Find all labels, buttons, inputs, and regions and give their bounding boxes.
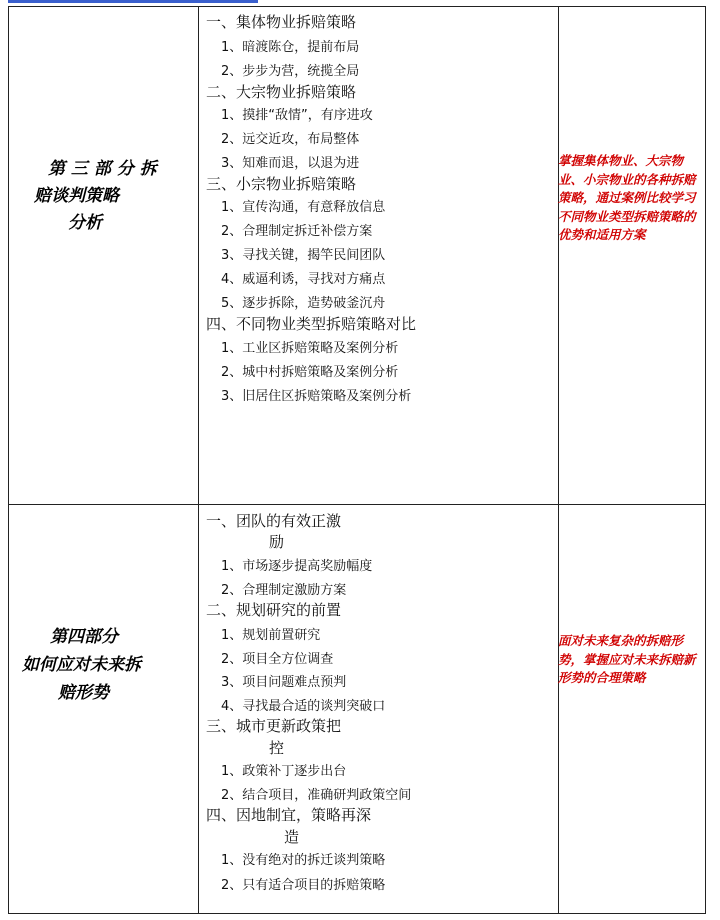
- outline-item: 4、威逼利诱，寻找对方痛点: [221, 272, 386, 287]
- outline-item: 1、规划前置研究: [221, 628, 321, 643]
- outline-item: 1、政策补丁逐步出台: [221, 764, 347, 779]
- section3-title-line: 第 三 部 分 拆: [48, 159, 157, 179]
- outline-item: 3、知难而退，以退为进: [221, 156, 360, 171]
- top-accent-bar: [8, 0, 258, 3]
- outline-item: 4、寻找最合适的谈判突破口: [221, 699, 386, 714]
- section3-objective-note: 掌握集体物业、大宗物业、小宗物业的各种拆赔策略，通过案例比较学习不同物业类型拆赔策略的优势和适用方案: [558, 153, 696, 242]
- outline-item: 1、没有绝对的拆迁谈判策略: [221, 853, 386, 868]
- outline-item: 2、项目全方位调查: [221, 652, 334, 667]
- column-divider-2: [558, 7, 559, 913]
- outline-heading: 四、不同物业类型拆赔策略对比: [206, 315, 417, 333]
- outline-item: 1、市场逐步提高奖励幅度: [221, 559, 373, 574]
- outline-heading: 一、团队的有效正激: [206, 512, 342, 530]
- section4-objective-note: 面对未来复杂的拆赔形势，掌握应对未来拆赔新形势的合理策略: [558, 633, 696, 685]
- outline-item: 3、项目问题难点预判: [221, 675, 347, 690]
- outline-item: 2、结合项目，准确研判政策空间: [221, 788, 412, 803]
- outline-item: 1、摸排“敌情”，有序进攻: [221, 108, 373, 123]
- outline-item: 2、合理制定拆迁补偿方案: [221, 224, 373, 239]
- outline-item: 2、城中村拆赔策略及案例分析: [221, 365, 399, 380]
- row-divider: [9, 504, 705, 505]
- column-divider-1: [198, 7, 199, 913]
- outline-heading: 二、大宗物业拆赔策略: [206, 83, 357, 101]
- outline-item: 2、远交近攻，布局整体: [221, 132, 360, 147]
- section4-title-line: 赔形势: [58, 683, 109, 703]
- outline-item: 1、暗渡陈仓，提前布局: [221, 40, 360, 55]
- outline-heading-wrap: 控: [269, 739, 285, 757]
- section4-title-line: 第四部分: [50, 627, 118, 647]
- section3-title-line: 赔谈判策略: [34, 186, 119, 206]
- outline-heading: 四、因地制宜，策略再深: [206, 806, 372, 824]
- outline-heading: 一、集体物业拆赔策略: [206, 13, 357, 31]
- outline-heading: 三、城市更新政策把: [206, 717, 342, 735]
- outline-item: 2、步步为营，统揽全局: [221, 64, 360, 79]
- outline-item: 2、只有适合项目的拆赔策略: [221, 878, 386, 893]
- outline-heading-wrap: 造: [284, 828, 300, 846]
- outline-item: 1、宣传沟通，有意释放信息: [221, 200, 386, 215]
- outline-item: 5、逐步拆除，造势破釜沉舟: [221, 296, 386, 311]
- outline-heading-wrap: 励: [269, 533, 285, 551]
- outline-item: 3、寻找关键，揭竿民间团队: [221, 248, 386, 263]
- outline-heading: 三、小宗物业拆赔策略: [206, 175, 357, 193]
- section4-title-line: 如何应对未来拆: [22, 655, 141, 675]
- outline-item: 2、合理制定激励方案: [221, 583, 347, 598]
- outline-heading: 二、规划研究的前置: [206, 601, 342, 619]
- section3-title-line: 分析: [68, 213, 102, 233]
- outline-item: 3、旧居住区拆赔策略及案例分析: [221, 389, 412, 404]
- outline-item: 1、工业区拆赔策略及案例分析: [221, 341, 399, 356]
